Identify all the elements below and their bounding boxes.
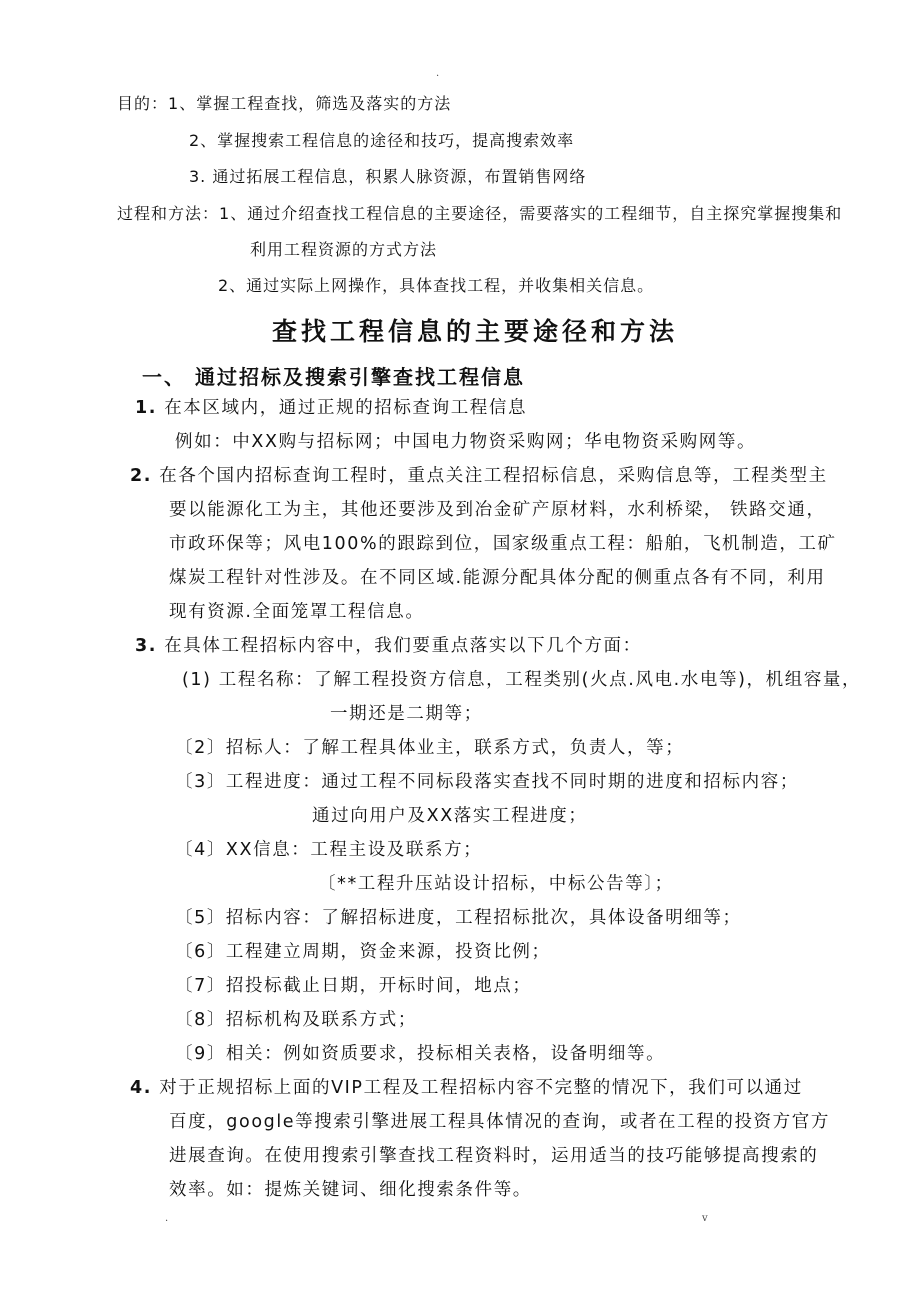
sub-item-1-line-2: 一期还是二期等； <box>330 704 483 724</box>
section-heading: 一、 通过招标及搜索引擎查找工程信息 <box>142 365 525 389</box>
objective-item-1 <box>117 94 451 114</box>
paragraph-4 <box>130 1078 803 1098</box>
paragraph-3-number: 3. <box>135 636 158 656</box>
paragraph-1-example: 例如：中XX购与招标网；中国电力物资采购网；华电物资采购网等。 <box>175 432 757 452</box>
paragraph-2-line-4: 煤炭工程针对性涉及。在不同区域.能源分配具体分配的侧重点各有不同，利用 <box>169 568 826 588</box>
paragraph-4-line-4: 效率。如：提炼关键词、细化搜索条件等。 <box>169 1180 532 1200</box>
process-label: 过程和方法： <box>117 204 220 223</box>
paragraph-2-number: 2. <box>130 466 153 486</box>
paragraph-4-line-2: 百度，google等搜索引擎进展工程具体情况的查询，或者在工程的投资方官方 <box>169 1112 830 1132</box>
process-item-1-line-2: 利用工程资源的方式方法 <box>250 240 438 259</box>
paragraph-4-line-1: 对于正规招标上面的VIP工程及工程招标内容不完整的情况下，我们可以通过 <box>159 1078 803 1098</box>
sub-item-1-line-1: (1) 工程名称：了解工程投资方信息，工程类别(火点.风电.水电等)，机组容量， <box>182 670 862 690</box>
page-mark-v: v <box>702 1213 708 1224</box>
sub-item-4-line-1: 〔4〕XX信息：工程主设及联系方； <box>175 840 483 860</box>
sub-item-6: 〔6〕工程建立周期，资金来源，投资比例； <box>175 942 551 962</box>
paragraph-3 <box>135 636 642 656</box>
paragraph-2-line-1: 在各个国内招标查询工程时，重点关注工程招标信息，采购信息等，工程类型主 <box>159 466 828 486</box>
process-item-1 <box>117 204 842 224</box>
page-mark-dot: . <box>436 68 440 79</box>
paragraph-1-number: 1. <box>135 398 158 418</box>
paragraph-4-line-3: 进展查询。在使用搜索引擎查找工程资料时，运用适当的技巧能够提高搜索的 <box>169 1146 819 1166</box>
paragraph-2 <box>130 466 828 486</box>
sub-item-5: 〔5〕招标内容：了解招标进度，工程招标批次，具体设备明细等； <box>175 908 742 928</box>
sub-item-2: 〔2〕招标人：了解工程具体业主，联系方式，负责人，等； <box>175 738 685 758</box>
objective-item-2: 2、掌握搜索工程信息的途径和技巧，提高搜索效率 <box>189 131 575 150</box>
objectives-label: 目的： <box>117 94 169 113</box>
sub-item-8: 〔8〕招标机构及联系方式； <box>175 1010 417 1030</box>
objective-item-3: 3. 通过拓展工程信息，积累人脉资源，布置销售网络 <box>189 167 587 186</box>
sub-item-4-line-2: 〔**工程升压站设计招标，中标公告等〕； <box>318 874 674 894</box>
paragraph-4-number: 4. <box>130 1078 153 1098</box>
paragraph-2-line-3: 市政环保等；风电100%的跟踪到位，国家级重点工程：船舶，飞机制造，工矿 <box>169 534 837 554</box>
objective-text-1: 1、掌握工程查找，筛选及落实的方法 <box>168 94 452 113</box>
paragraph-1 <box>135 398 527 418</box>
sub-item-7: 〔7〕招投标截止日期，开标时间，地点； <box>175 976 532 996</box>
sub-item-3-line-1: 〔3〕工程进度：通过工程不同标段落实查找不同时期的进度和招标内容； <box>175 772 799 792</box>
page-mark-dot-bottom: . <box>165 1213 169 1224</box>
paragraph-2-line-2: 要以能源化工为主，其他还要涉及到冶金矿产原材料，水利桥梁， 铁路交通， <box>169 500 826 520</box>
page-title: 查找工程信息的主要途径和方法 <box>272 317 679 346</box>
process-item-2: 2、通过实际上网操作，具体查找工程，并收集相关信息。 <box>218 276 655 295</box>
paragraph-3-text: 在具体工程招标内容中，我们要重点落实以下几个方面： <box>164 636 642 656</box>
sub-item-3-line-2: 通过向用户及XX落实工程进度； <box>312 806 588 826</box>
paragraph-2-line-5: 现有资源.全面笼罩工程信息。 <box>169 602 425 622</box>
process-item-1-line-1: 1、通过介绍查找工程信息的主要途径，需要落实的工程细节，自主探究掌握搜集和 <box>219 204 843 223</box>
paragraph-1-text: 在本区域内，通过正规的招标查询工程信息 <box>164 398 528 418</box>
sub-item-9: 〔9〕相关：例如资质要求，投标相关表格，设备明细等。 <box>175 1044 666 1064</box>
